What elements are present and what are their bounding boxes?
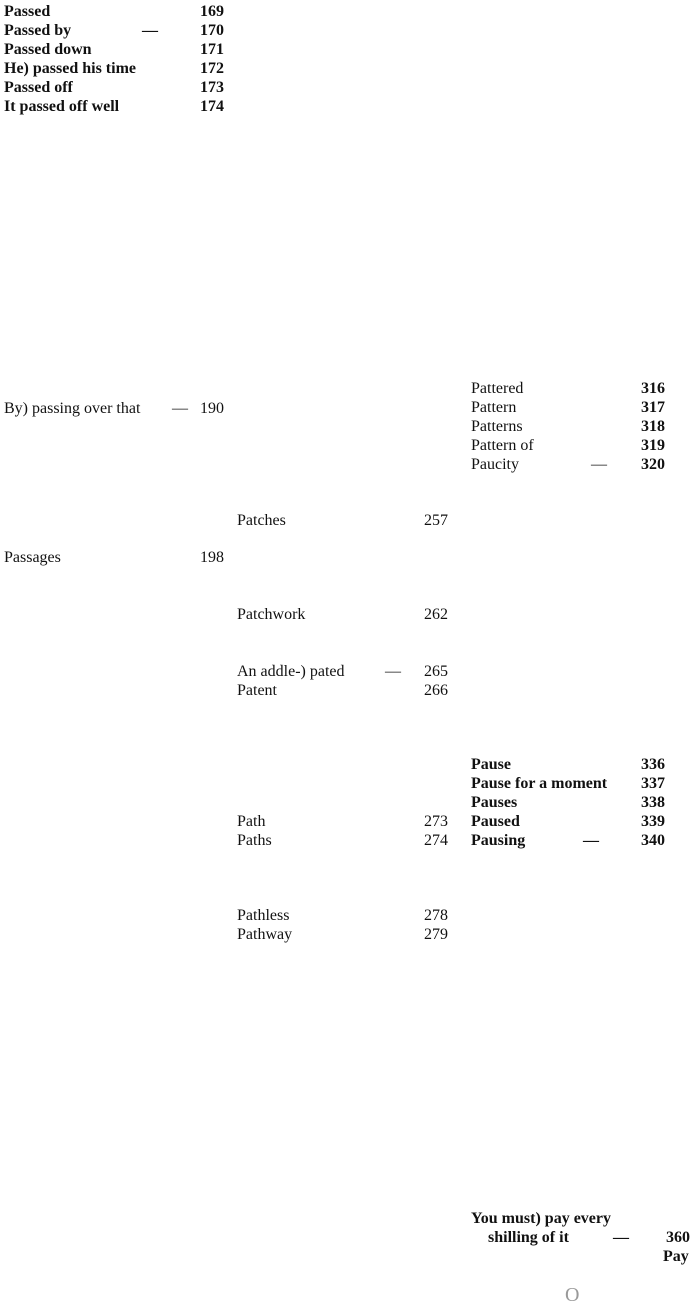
entry-page-number: 279 (424, 926, 448, 943)
entry-term: An addle-) pated (237, 663, 345, 680)
entry-page-number: 257 (424, 512, 448, 529)
entry-term: Paused (471, 813, 520, 830)
entry-page-number: 274 (424, 832, 448, 849)
entry-term: He) passed his time (4, 60, 136, 77)
entry-page-number: 169 (200, 3, 224, 20)
entry-term: It passed off well (4, 98, 120, 115)
entry-page-number: 172 (200, 60, 224, 77)
entry-page-number: 190 (200, 400, 224, 417)
entry-page-number: 170 (200, 22, 224, 39)
entry-term: shilling of it (488, 1229, 569, 1246)
entry-page-number: 336 (641, 756, 665, 773)
entry-page-number: 171 (200, 41, 224, 58)
entry-term: Pathway (237, 926, 293, 943)
entry-page-number: 318 (641, 418, 665, 435)
entry-term: Paucity (471, 456, 519, 473)
entry-term: Paths (237, 832, 272, 849)
entry-page-number: 360 (666, 1229, 690, 1246)
entry-term: Passages (4, 549, 61, 566)
entry-page-number: 319 (641, 437, 665, 454)
page-ornament: O (565, 1284, 580, 1306)
entry-term: Passed off (4, 79, 73, 96)
entry-term: Path (237, 813, 266, 830)
entry-page-number: 266 (424, 682, 448, 699)
entry-page-number: 317 (641, 399, 665, 416)
catchword (663, 1247, 689, 1266)
entry-page-number: 316 (641, 380, 665, 397)
entry-dash: — (172, 400, 188, 417)
entry-dash: — (142, 22, 158, 39)
entry-term: Passed down (4, 41, 92, 58)
entry-term: Patches (237, 512, 286, 529)
entry-term: Pauses (471, 794, 518, 811)
entry-page-number: 173 (200, 79, 224, 96)
entry-term: Pattered (471, 380, 524, 397)
entry-term: Passed (4, 3, 51, 20)
entry-term: By) passing over that (4, 400, 141, 417)
entry-page-number: 278 (424, 907, 448, 924)
entry-page-number: 265 (424, 663, 448, 680)
entry-page-number: 262 (424, 606, 448, 623)
entry-term: Patent (237, 682, 277, 699)
entry-dash: — (583, 832, 599, 849)
entry-term: Patterns (471, 418, 523, 435)
entry-dash: — (385, 663, 401, 680)
entry-page-number: 174 (200, 98, 224, 115)
entry-term: Patchwork (237, 606, 306, 623)
entry-term: Pausing (471, 832, 526, 849)
entry-page-number: 273 (424, 813, 448, 830)
entry-term: Pattern of (471, 437, 534, 454)
catchword-text: Pay (663, 1248, 689, 1265)
entry-term: Pause for a moment (471, 775, 608, 792)
entry-term: Pathless (237, 907, 290, 924)
entry-page-number: 338 (641, 794, 665, 811)
entry-dash: — (591, 456, 607, 473)
entry-dash: — (613, 1229, 629, 1246)
entry-term: Pause (471, 756, 511, 773)
entry-term: Passed by (4, 22, 72, 39)
entry-page-number: 337 (641, 775, 665, 792)
entry-term: You must) pay every (471, 1210, 611, 1227)
entry-term: Pattern (471, 399, 517, 416)
entry-page-number: 198 (200, 549, 224, 566)
entry-page-number: 339 (641, 813, 665, 830)
entry-page-number: 320 (641, 456, 665, 473)
entry-page-number: 340 (641, 832, 665, 849)
